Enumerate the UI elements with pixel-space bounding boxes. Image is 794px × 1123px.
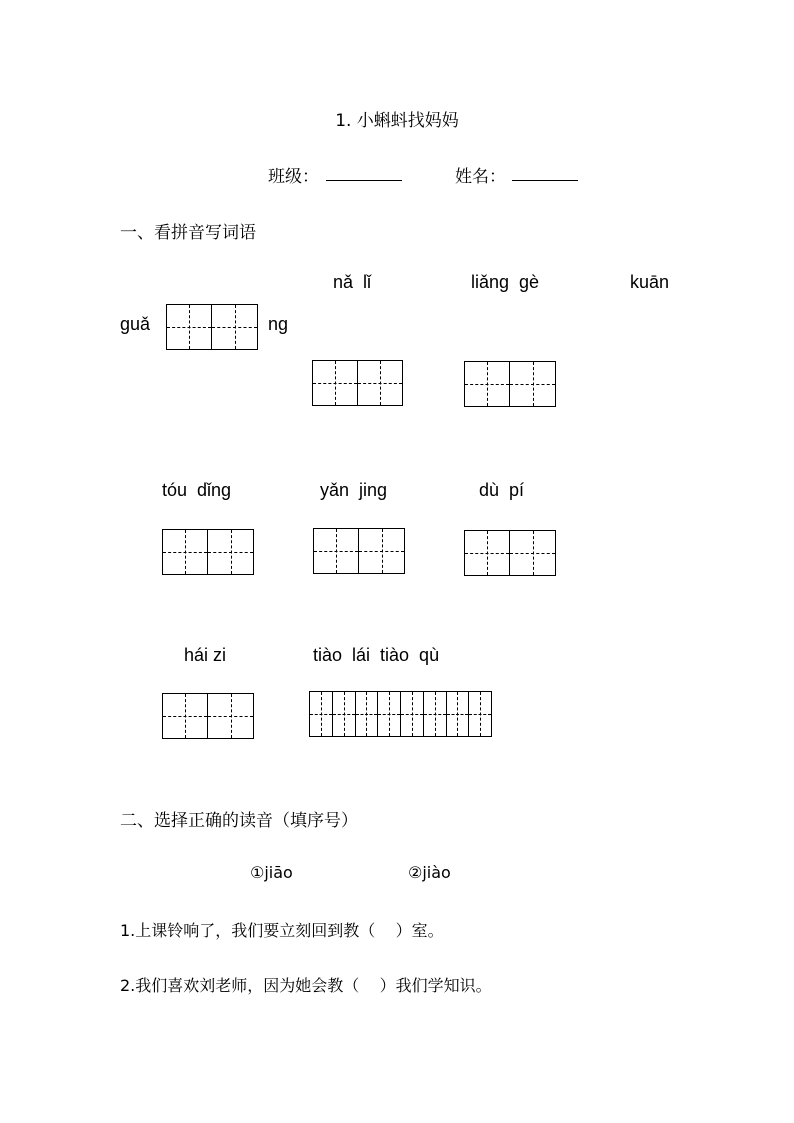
writing-box-tou-ding[interactable]: [162, 529, 254, 575]
class-blank[interactable]: [326, 180, 402, 181]
writing-cell[interactable]: [163, 694, 208, 738]
writing-cell[interactable]: [356, 692, 379, 736]
pinyin-liang-ge: liǎng gè: [471, 272, 540, 292]
writing-cell[interactable]: [378, 692, 401, 736]
writing-cell[interactable]: [401, 692, 424, 736]
pinyin-yan-jing: yǎn jing: [320, 480, 388, 500]
name-blank[interactable]: [512, 180, 578, 181]
pinyin-gua: guǎ: [120, 314, 151, 334]
writing-box-kuan-guang[interactable]: [166, 304, 258, 350]
writing-cell[interactable]: [510, 362, 555, 406]
writing-cell[interactable]: [465, 531, 510, 575]
name-label: 姓名：: [455, 167, 506, 187]
section-2-heading: 二、选择正确的读音（填序号）: [120, 811, 358, 831]
pinyin-kuan: kuān: [630, 272, 670, 292]
writing-cell[interactable]: [163, 530, 208, 574]
question-1: 1.上课铃响了，我们要立刻回到教（ ）室。: [120, 921, 444, 940]
writing-box-liang-ge[interactable]: [464, 361, 556, 407]
writing-box-yan-jing[interactable]: [313, 528, 405, 574]
writing-cell[interactable]: [212, 305, 257, 349]
writing-cell[interactable]: [447, 692, 470, 736]
option-jiao-4: ②jiào: [408, 863, 451, 882]
section-1-heading: 一、看拼音写词语: [120, 223, 256, 243]
writing-cell[interactable]: [359, 529, 404, 573]
writing-box-hai-zi[interactable]: [162, 693, 254, 739]
writing-cell[interactable]: [310, 692, 333, 736]
writing-cell[interactable]: [208, 530, 253, 574]
writing-cell[interactable]: [208, 694, 253, 738]
writing-cell[interactable]: [358, 361, 402, 405]
writing-cell[interactable]: [510, 531, 555, 575]
writing-cell[interactable]: [465, 362, 510, 406]
pinyin-du-pi: dù pí: [479, 480, 525, 500]
writing-cell[interactable]: [314, 529, 359, 573]
writing-cell[interactable]: [424, 692, 447, 736]
pinyin-ng: ng: [268, 314, 289, 334]
writing-box-du-pi[interactable]: [464, 530, 556, 576]
class-label: 班级：: [268, 167, 319, 187]
writing-cell[interactable]: [313, 361, 358, 405]
pinyin-na-li: nǎ lǐ: [333, 272, 372, 292]
option-jiao-1: ①jiāo: [250, 863, 293, 882]
writing-box-tiao-lai-tiao-qu[interactable]: [309, 691, 492, 737]
writing-cell[interactable]: [167, 305, 212, 349]
page-title: 1. 小蝌蚪找妈妈: [335, 111, 459, 131]
question-2: 2.我们喜欢刘老师，因为她会教（ ）我们学知识。: [120, 976, 492, 995]
writing-cell[interactable]: [469, 692, 491, 736]
writing-cell[interactable]: [333, 692, 356, 736]
pinyin-tiao-lai-tiao-qu: tiào lái tiào qù: [313, 645, 440, 665]
writing-box-na-li[interactable]: [312, 360, 403, 406]
pinyin-tou-ding: tóu dǐng: [162, 480, 232, 500]
pinyin-hai-zi: hái zi: [184, 645, 227, 665]
